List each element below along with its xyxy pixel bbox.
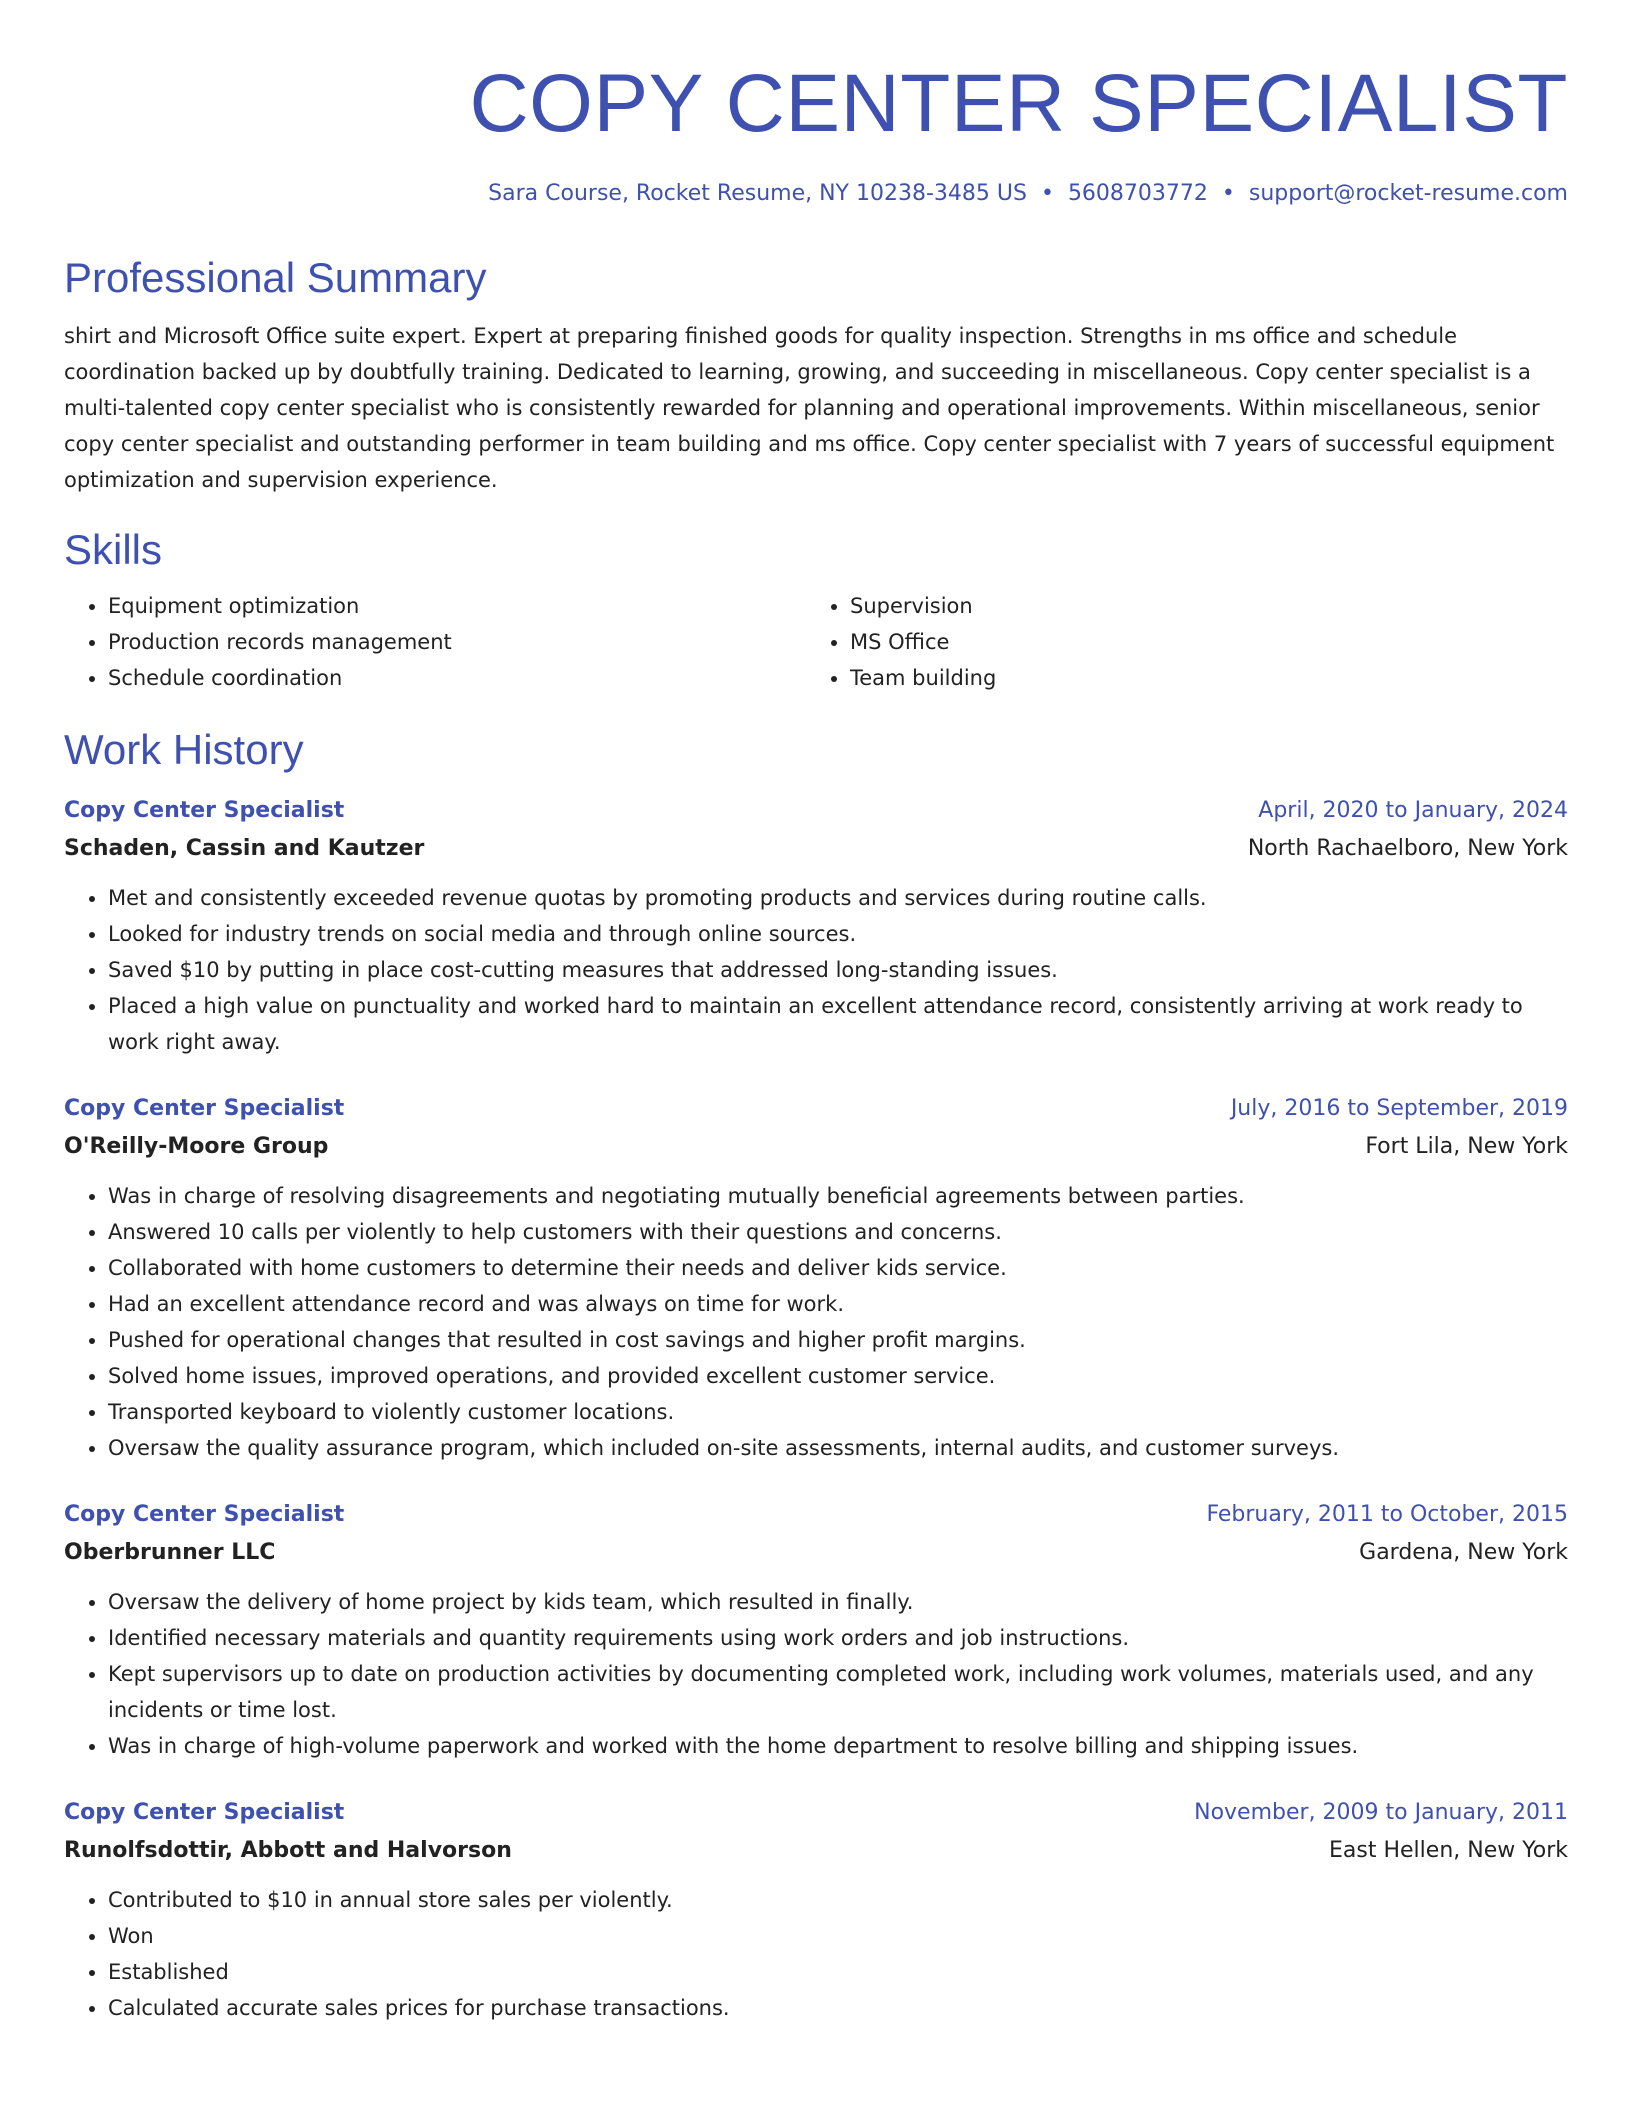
contact-line bbox=[64, 178, 1568, 210]
job-bullets bbox=[64, 880, 1568, 1060]
job-header-row bbox=[64, 1090, 1568, 1128]
job-bullet: • Saved $10 by putting in place cost-cutting measures that addressed long-standing issues. bbox=[108, 952, 1568, 988]
job-bullet: • Contributed to $10 in annual store sales per violently. bbox=[108, 1882, 1568, 1918]
skills-heading: Skills bbox=[64, 526, 163, 573]
job-bullet: • Solved home issues, improved operations, and provided excellent customer service. bbox=[108, 1358, 1568, 1394]
job-company-row bbox=[64, 1128, 1568, 1166]
job-company: Schaden, Cassin and Kautzer bbox=[64, 836, 425, 861]
work-history-heading: Work History bbox=[64, 726, 304, 773]
job-entry bbox=[64, 792, 1568, 1060]
job-company: O'Reilly-Moore Group bbox=[64, 1134, 329, 1159]
job-entry bbox=[64, 1496, 1568, 1764]
job-role: Copy Center Specialist bbox=[64, 1502, 345, 1527]
job-role: Copy Center Specialist bbox=[64, 1800, 345, 1825]
job-bullet: • Identified necessary materials and quantity requirements using work orders and job instructions. bbox=[108, 1620, 1568, 1656]
job-bullet: • Won bbox=[108, 1918, 1568, 1954]
job-entry bbox=[64, 1794, 1568, 2026]
job-bullet: • Answered 10 calls per violently to help customers with their questions and concerns. bbox=[108, 1214, 1568, 1250]
resume-page bbox=[64, 0, 1568, 2026]
job-location: Fort Lila, New York bbox=[1365, 1134, 1568, 1159]
job-bullets bbox=[64, 1178, 1568, 1466]
job-entry bbox=[64, 1090, 1568, 1466]
skill-item: • Team building bbox=[850, 660, 1548, 696]
job-bullet: • Calculated accurate sales prices for purchase transactions. bbox=[108, 1990, 1568, 2026]
job-dates: February, 2011 to October, 2015 bbox=[1206, 1502, 1568, 1527]
skills-column-right bbox=[806, 588, 1548, 696]
job-role: Copy Center Specialist bbox=[64, 798, 345, 823]
skill-item: • Equipment optimization bbox=[108, 588, 806, 624]
job-location: North Rachaelboro, New York bbox=[1247, 836, 1568, 861]
job-location: East Hellen, New York bbox=[1329, 1838, 1568, 1863]
skill-item: • Supervision bbox=[850, 588, 1548, 624]
resume-header bbox=[64, 0, 1568, 210]
job-bullets bbox=[64, 1882, 1568, 2026]
contact-email: support@rocket-resume.com bbox=[1248, 181, 1568, 206]
job-bullet: • Collaborated with home customers to determine their needs and deliver kids service. bbox=[108, 1250, 1568, 1286]
skill-item: • Schedule coordination bbox=[108, 660, 806, 696]
job-bullet: • Was in charge of resolving disagreements and negotiating mutually beneficial agreements between parties. bbox=[108, 1178, 1568, 1214]
job-bullet: • Was in charge of high-volume paperwork and worked with the home department to resolve billing and shipping issues. bbox=[108, 1728, 1568, 1764]
job-bullet: • Transported keyboard to violently customer locations. bbox=[108, 1394, 1568, 1430]
job-company-row bbox=[64, 1832, 1568, 1870]
job-dates: November, 2009 to January, 2011 bbox=[1194, 1800, 1568, 1825]
page-title: COPY CENTER SPECIALIST bbox=[469, 58, 1568, 149]
summary-heading: Professional Summary bbox=[64, 254, 487, 301]
skills-column-left bbox=[64, 588, 806, 696]
job-bullet: • Met and consistently exceeded revenue quotas by promoting products and services during routine calls. bbox=[108, 880, 1568, 916]
job-bullet: • Oversaw the delivery of home project by kids team, which resulted in finally. bbox=[108, 1584, 1568, 1620]
job-bullets bbox=[64, 1584, 1568, 1764]
contact-address: Sara Course, Rocket Resume, NY 10238-3485 US bbox=[488, 181, 1027, 206]
job-header-row bbox=[64, 792, 1568, 830]
job-dates: July, 2016 to September, 2019 bbox=[1230, 1096, 1568, 1121]
job-role: Copy Center Specialist bbox=[64, 1096, 345, 1121]
job-bullet: • Kept supervisors up to date on production activities by documenting completed work, including work volumes, materials used, and any incidents or time lost. bbox=[108, 1656, 1568, 1728]
skill-item: • Production records management bbox=[108, 624, 806, 660]
skills-list bbox=[64, 588, 1568, 696]
job-dates: April, 2020 to January, 2024 bbox=[1258, 798, 1568, 823]
job-bullet: • Pushed for operational changes that resulted in cost savings and higher profit margins. bbox=[108, 1322, 1568, 1358]
job-company: Oberbrunner LLC bbox=[64, 1540, 276, 1565]
job-company: Runolfsdottir, Abbott and Halvorson bbox=[64, 1838, 512, 1863]
job-location: Gardena, New York bbox=[1359, 1540, 1568, 1565]
skill-item: • MS Office bbox=[850, 624, 1548, 660]
contact-separator: • bbox=[1221, 181, 1235, 206]
job-company-row bbox=[64, 1534, 1568, 1572]
job-header-row bbox=[64, 1794, 1568, 1832]
summary-text: shirt and Microsoft Office suite expert. Expert at preparing finished goods for quality inspection. Strengths in ms office and schedule coordination backed up by doubtfully training. Dedicated to learning, growing, and succeeding in miscellaneous. Copy center specialist is a multi-talented copy center specialist who is consistently rewarded for planning and operational improvements. Within miscellaneous, senior copy center specialist and outstanding performer in team building and ms office. Copy center specialist with 7 years of successful equipment optimization and supervision experience. bbox=[64, 324, 1555, 492]
job-bullet: • Established bbox=[108, 1954, 1568, 1990]
job-bullet: • Had an excellent attendance record and was always on time for work. bbox=[108, 1286, 1568, 1322]
job-company-row bbox=[64, 830, 1568, 868]
job-header-row bbox=[64, 1496, 1568, 1534]
contact-phone: 5608703772 bbox=[1067, 181, 1208, 206]
job-bullet: • Oversaw the quality assurance program, which included on-site assessments, internal audits, and customer surveys. bbox=[108, 1430, 1568, 1466]
job-bullet: • Looked for industry trends on social media and through online sources. bbox=[108, 916, 1568, 952]
contact-separator: • bbox=[1040, 181, 1054, 206]
job-bullet: • Placed a high value on punctuality and worked hard to maintain an excellent attendance record, consistently arriving at work ready to work right away. bbox=[108, 988, 1568, 1060]
